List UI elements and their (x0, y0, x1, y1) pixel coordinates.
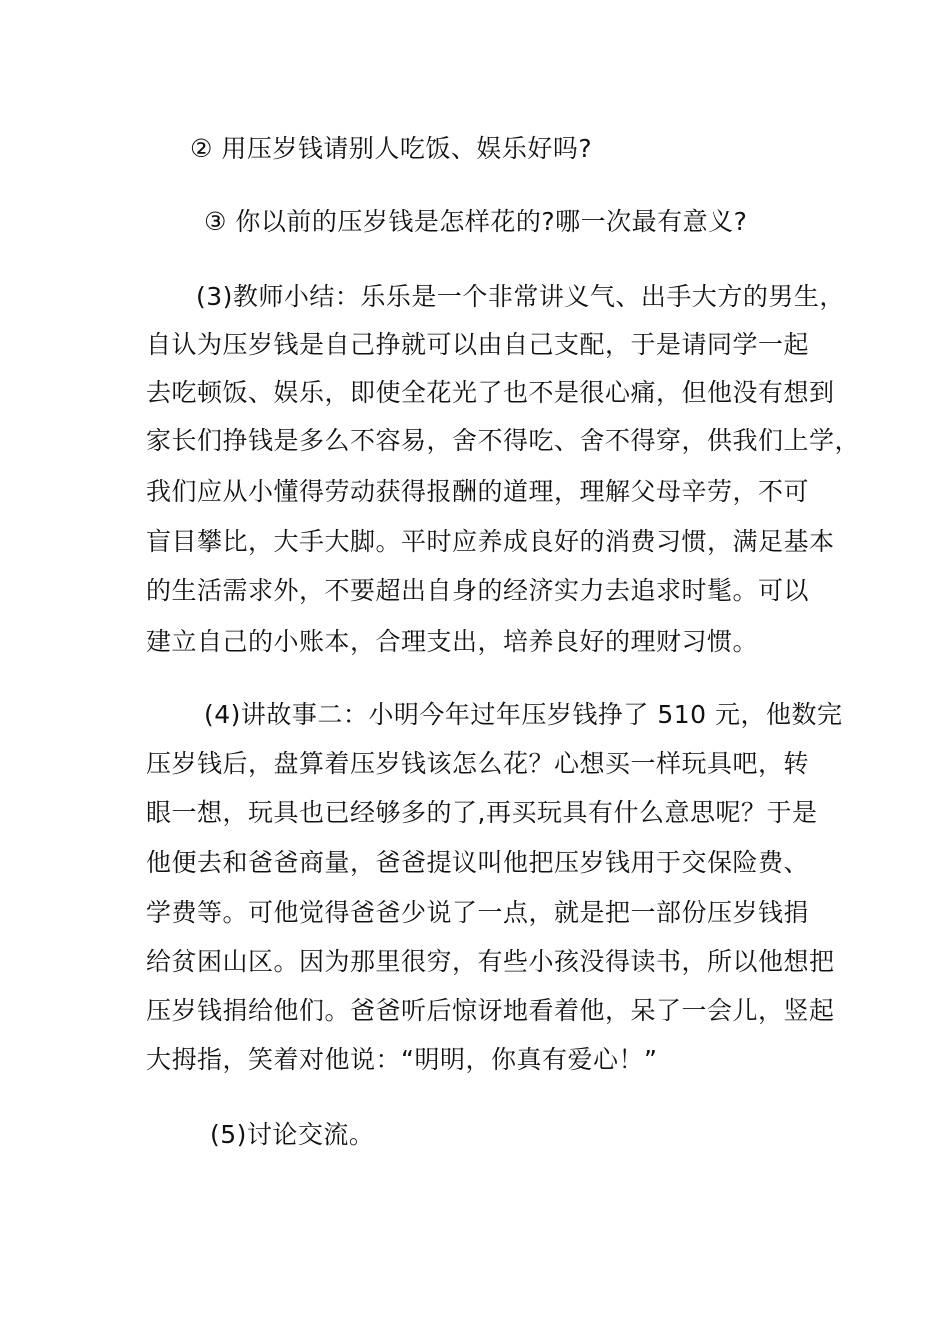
paragraph-line: 盲目攀比，大手大脚。平时应养成良好的消费习惯，满足基本 (146, 527, 835, 556)
paragraph-line: (3)教师小结：乐乐是一个非常讲义气、出手大方的男生， (196, 282, 845, 311)
discussion-item-5: (5)讨论交流。 (210, 1120, 375, 1149)
paragraph-line: 他便去和爸爸商量，爸爸提议叫他把压岁钱用于交保险费、 (146, 848, 810, 877)
question-item-3: ③ 你以前的压岁钱是怎样花的?哪一次最有意义? (204, 207, 748, 236)
paragraph-line: 压岁钱捐给他们。爸爸听后惊讶地看着他，呆了一会儿，竖起 (146, 996, 835, 1025)
paragraph-line: 眼一想，玩具也已经够多的了,再买玩具有什么意思呢？于是 (146, 798, 818, 827)
paragraph-line: 压岁钱后，盘算着压岁钱该怎么花？心想买一样玩具吧，转 (146, 749, 810, 778)
paragraph-line: 的生活需求外，不要超出自身的经济实力去追求时髦。可以 (146, 576, 810, 605)
paragraph-line: (4)讲故事二：小明今年过年压岁钱挣了 510 元，他数完 (204, 700, 843, 729)
question-item-2: ② 用压岁钱请别人吃饭、娱乐好吗? (190, 134, 593, 163)
paragraph-line: 建立自己的小账本，合理支出，培养良好的理财习惯。 (146, 627, 759, 656)
paragraph-line: 自认为压岁钱是自己挣就可以由自己支配，于是请同学一起 (146, 330, 810, 359)
paragraph-line: 我们应从小懂得劳动获得报酬的道理，理解父母辛劳，不可 (146, 477, 810, 506)
paragraph-line: 家长们挣钱是多么不容易，舍不得吃、舍不得穿，供我们上学， (146, 426, 861, 455)
paragraph-line: 去吃顿饭、娱乐，即使全花光了也不是很心痛，但他没有想到 (146, 378, 835, 407)
paragraph-line: 给贫困山区。因为那里很穷，有些小孩没得读书，所以他想把 (146, 947, 835, 976)
paragraph-line: 大拇指，笑着对他说：“明明，你真有爱心！” (146, 1045, 658, 1074)
paragraph-line: 学费等。可他觉得爸爸少说了一点，就是把一部份压岁钱捐 (146, 898, 810, 927)
